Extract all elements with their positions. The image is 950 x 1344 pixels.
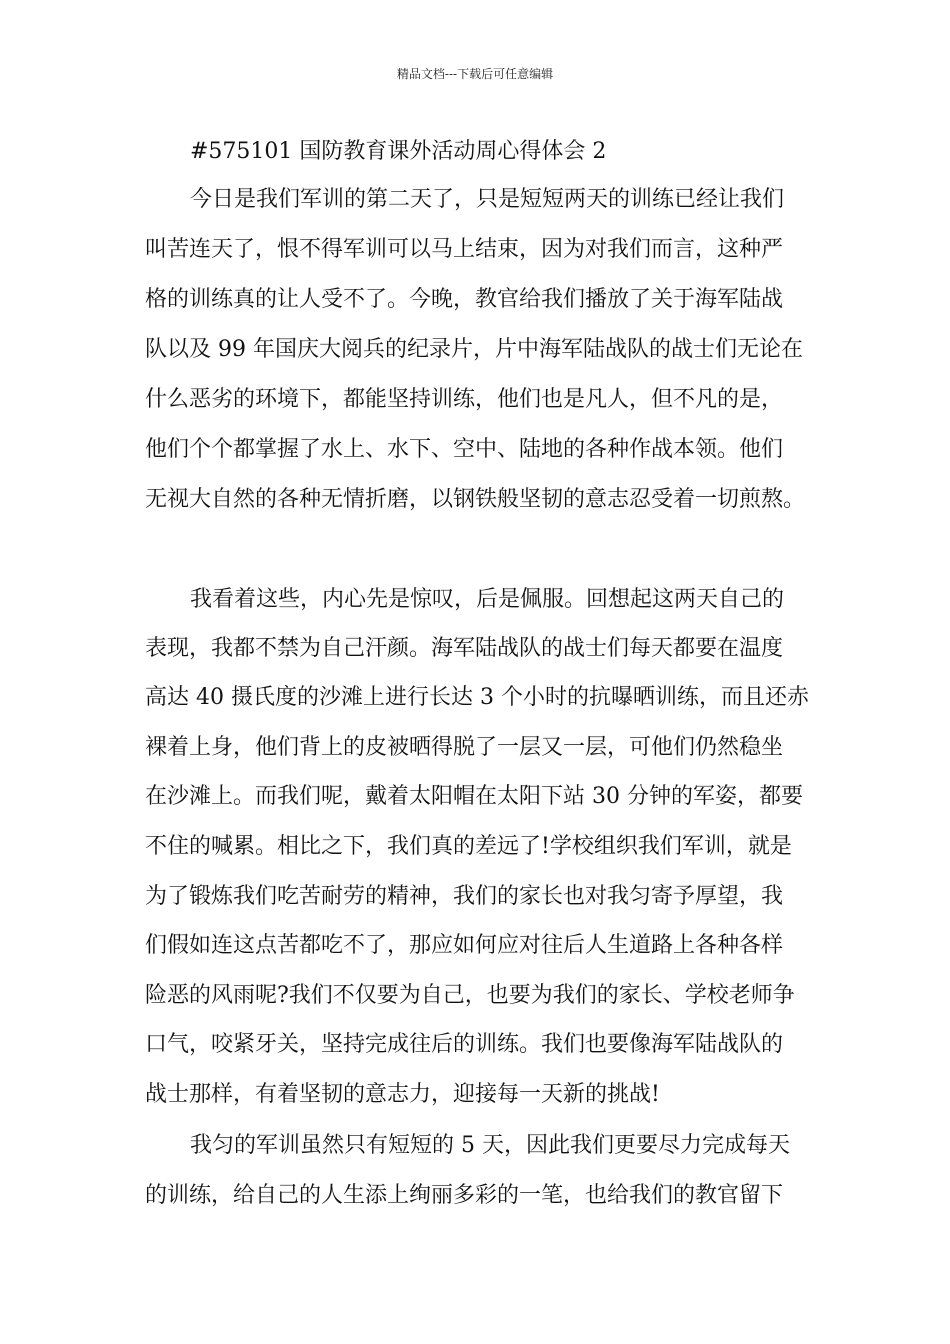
- paragraph-2-line-10: 口气，咬紧牙关，坚持完成往后的训练。我们也要像海军陆战队的: [145, 1032, 784, 1057]
- paragraph-1-line-2: 叫苦连天了，恨不得军训可以马上结束，因为对我们而言，这种严: [145, 237, 784, 262]
- paragraph-1-line-6: 他们个个都掌握了水上、水下、空中、陆地的各种作战本领。他们: [145, 437, 784, 462]
- paragraph-1-line-7: 无视大自然的各种无情折磨，以钢铁般坚韧的意志忍受着一切煎熬。: [145, 487, 806, 512]
- document-title: #575101 国防教育课外活动周心得体会 2: [190, 139, 607, 164]
- paragraph-2-line-3: 高达 40 摄氏度的沙滩上进行长达 3 个小时的抗曝晒训练，而且还赤: [145, 685, 809, 710]
- paragraph-2-line-7: 为了锻炼我们吃苦耐劳的精神，我们的家长也对我匀寄予厚望，我: [145, 884, 784, 909]
- paragraph-2-line-2: 表现，我都不禁为自己汗颜。海军陆战队的战士们每天都要在温度: [145, 636, 784, 661]
- page-header: 精品文档---下载后可任意编辑: [396, 67, 554, 81]
- paragraph-1-line-4: 队以及 99 年国庆大阅兵的纪录片，片中海军陆战队的战士们无论在: [145, 337, 803, 362]
- paragraph-2-line-8: 们假如连这点苦都吃不了，那应如何应对往后人生道路上各种各样: [145, 933, 784, 958]
- paragraph-2-line-9: 险恶的风雨呢?我们不仅要为自己，也要为我们的家长、学校老师争: [145, 983, 795, 1008]
- paragraph-2-line-11: 战士那样，有着坚韧的意志力，迎接每一天新的挑战!: [145, 1082, 660, 1107]
- paragraph-2-line-5: 在沙滩上。而我们呢，戴着太阳帽在太阳下站 30 分钟的军姿，都要: [145, 784, 803, 809]
- paragraph-1-line-1: 今日是我们军训的第二天了，只是短短两天的训练已经让我们: [190, 187, 785, 212]
- paragraph-1-line-3: 格的训练真的让人受不了。今晚，教官给我们播放了关于海军陆战: [145, 287, 784, 312]
- paragraph-3-line-1: 我匀的军训虽然只有短短的 5 天，因此我们更要尽力完成每天: [190, 1133, 790, 1158]
- paragraph-3-line-2: 的训练，给自己的人生添上绚丽多彩的一笔，也给我们的教官留下: [145, 1183, 784, 1208]
- paragraph-2-line-6: 不住的喊累。相比之下，我们真的差远了!学校组织我们军训，就是: [145, 834, 792, 859]
- paragraph-2-line-1: 我看着这些，内心先是惊叹，后是佩服。回想起这两天自己的: [190, 587, 785, 612]
- paragraph-2-line-4: 裸着上身，他们背上的皮被晒得脱了一层又一层，可他们仍然稳坐: [145, 735, 784, 760]
- paragraph-1-line-5: 什么恶劣的环境下，都能坚持训练，他们也是凡人，但不凡的是，: [145, 387, 784, 412]
